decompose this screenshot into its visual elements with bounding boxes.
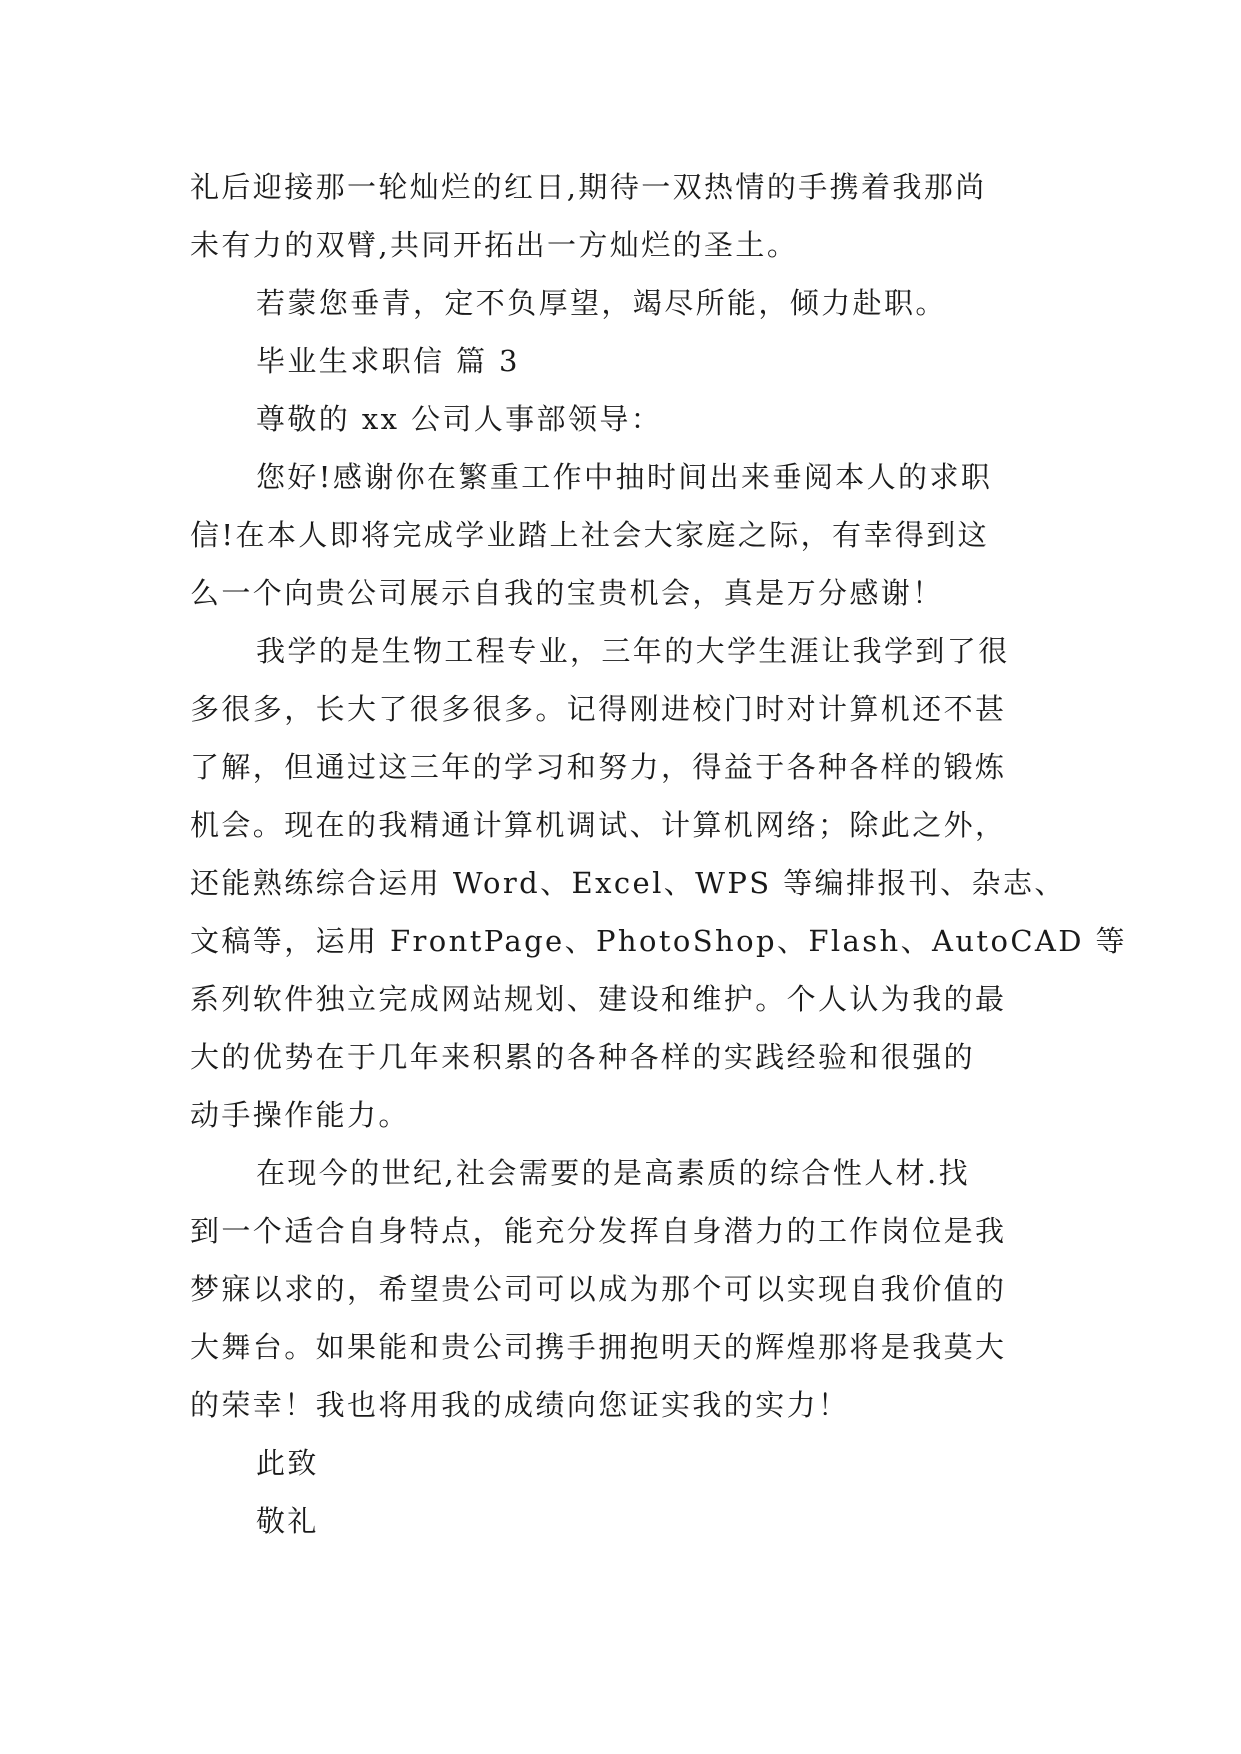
text-line: 的荣幸！我也将用我的成绩向您证实我的实力！ — [190, 1388, 850, 1422]
text-line: 信!在本人即将完成学业踏上社会大家庭之际，有幸得到这 — [190, 518, 990, 552]
closing-line: 此致 — [256, 1446, 319, 1480]
document-page — [190, 158, 1127, 1550]
text-line: 大舞台。如果能和贵公司携手拥抱明天的辉煌那将是我莫大 — [190, 1330, 1007, 1364]
text-line: 动手操作能力。 — [190, 1098, 410, 1132]
text-line: 您好!感谢你在繁重工作中抽时间出来垂阅本人的求职 — [256, 460, 993, 494]
section-heading: 毕业生求职信 篇 3 — [256, 344, 520, 378]
text-line: 未有力的双臂,共同开拓出一方灿烂的圣土。 — [190, 228, 799, 262]
text-line: 了解，但通过这三年的学习和努力，得益于各种各样的锻炼 — [190, 750, 1007, 784]
text-line: 么一个向贵公司展示自我的宝贵机会，真是万分感谢！ — [190, 576, 944, 610]
text-line: 系列软件独立完成网站规划、建设和维护。个人认为我的最 — [190, 982, 1007, 1016]
text-line: 梦寐以求的，希望贵公司可以成为那个可以实现自我价值的 — [190, 1272, 1007, 1306]
text-line: 到一个适合自身特点，能充分发挥自身潜力的工作岗位是我 — [190, 1214, 1007, 1248]
text-line: 在现今的世纪,社会需要的是高素质的综合性人材.找 — [256, 1156, 971, 1190]
closing-line: 敬礼 — [256, 1504, 319, 1538]
text-line: 机会。现在的我精通计算机调试、计算机网络；除此之外， — [190, 808, 1007, 842]
text-line: 还能熟练综合运用 Word、Excel、WPS 等编排报刊、杂志、 — [190, 866, 1066, 900]
text-line: 文稿等，运用 FrontPage、PhotoShop、Flash、AutoCAD 等 — [190, 924, 1127, 958]
text-line: 大的优势在于几年来积累的各种各样的实践经验和很强的 — [190, 1040, 976, 1074]
text-line: 礼后迎接那一轮灿烂的红日,期待一双热情的手携着我那尚 — [190, 170, 987, 204]
text-line: 多很多，长大了很多很多。记得刚进校门时对计算机还不甚 — [190, 692, 1007, 726]
text-line: 我学的是生物工程专业，三年的大学生涯让我学到了很 — [256, 634, 1010, 668]
salutation: 尊敬的 xx 公司人事部领导： — [256, 402, 663, 436]
text-line: 若蒙您垂青，定不负厚望，竭尽所能，倾力赴职。 — [256, 286, 947, 320]
